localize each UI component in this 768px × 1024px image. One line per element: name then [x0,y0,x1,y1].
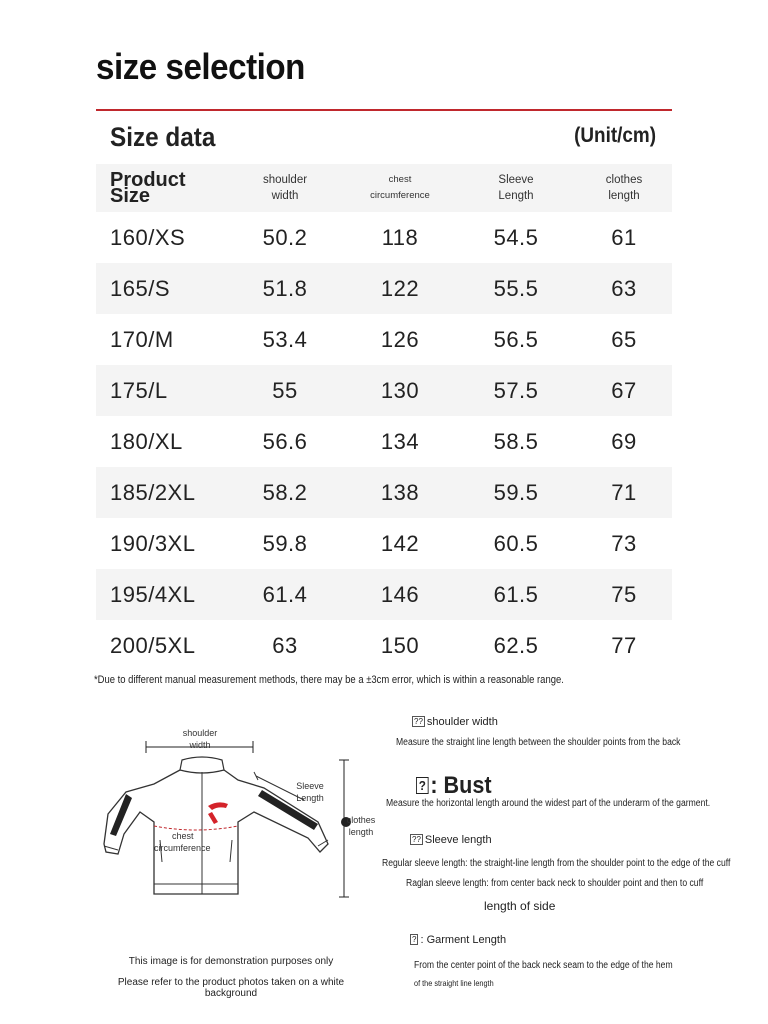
cell-sleeve: 58.5 [493,428,539,454]
cell-shoulder: 59.8 [262,530,308,556]
jacket-diagram [96,722,376,912]
page-title: size selection [96,46,305,87]
table-header-row [96,164,672,212]
cell-length: 77 [611,632,637,658]
table-row [96,620,672,671]
def-sleeve-text-3: length of side [484,899,556,913]
garment-marker-icon: ? [412,935,417,944]
measurement-note: *Due to different manual measurement methods, there may be a ±3cm error, which is within a reasonable range. [94,674,564,686]
cell-chest: 122 [380,275,420,301]
cell-sleeve: 60.5 [493,530,539,556]
def-garment-text-1: From the center point of the back neck seam to the edge of the hem [414,960,673,971]
header-clothes-length: clothes length [605,174,643,202]
size-table [96,164,672,671]
cell-shoulder: 55 [272,377,298,403]
def-sleeve-text-1: Regular sleeve length: the straight-line length from the shoulder point to the edge of the cuff [382,858,731,869]
table-row [96,518,672,569]
diagram-label-shoulder: shoulder width [182,728,218,750]
cell-chest: 146 [380,581,420,607]
def-shoulder-text: Measure the straight line length between the shoulder points from the back [396,737,681,748]
cell-size: 175/L [110,377,168,403]
cell-shoulder: 58.2 [262,479,308,505]
cell-length: 71 [611,479,637,505]
table-row [96,314,672,365]
cell-shoulder: 61.4 [262,581,308,607]
cell-shoulder: 56.6 [262,428,308,454]
header-shoulder-width: shoulder width [262,174,308,202]
cell-sleeve: 57.5 [493,377,539,403]
table-row [96,365,672,416]
diagram-caption-2: Please refer to the product photos taken on a white background [117,977,345,999]
table-row [96,212,672,263]
cell-chest: 142 [380,530,420,556]
cell-shoulder: 53.4 [262,326,308,352]
diagram-label-length: clothes length [346,815,376,837]
cell-chest: 138 [380,479,420,505]
def-bust-title: ? : Bust [416,772,492,800]
jacket-illustration [96,722,366,912]
cell-length: 65 [611,326,637,352]
table-row [96,263,672,314]
shoulder-marker-icon: ?? [414,717,423,726]
header-sleeve-length: Sleeve Length [498,174,534,202]
cell-size: 170/M [110,326,174,352]
cell-sleeve: 62.5 [493,632,539,658]
cell-sleeve: 55.5 [493,275,539,301]
unit-label: (Unit/cm) [574,124,656,147]
diagram-label-sleeve: Sleeve Length [296,781,324,803]
table-row [96,569,672,620]
header-chest: chest circumference [370,174,430,201]
def-bust-text: Measure the horizontal length around the widest part of the underarm of the garment. [386,798,711,809]
cell-sleeve: 56.5 [493,326,539,352]
cell-chest: 150 [380,632,420,658]
cell-length: 67 [611,377,637,403]
cell-shoulder: 63 [272,632,298,658]
diagram-label-chest: chest circumference [154,831,211,853]
def-sleeve-title: ?? Sleeve length [412,834,492,846]
title-divider [96,109,672,111]
cell-size: 190/3XL [110,530,196,556]
def-sleeve-text-2: Raglan sleeve length: from center back neck to shoulder point and then to cuff [406,878,704,889]
sleeve-marker-icon: ?? [412,835,421,844]
header-product-size: Product Size [110,169,186,207]
cell-size: 185/2XL [110,479,196,505]
cell-chest: 126 [380,326,420,352]
cell-size: 200/5XL [110,632,196,658]
bust-marker-icon: ? [416,777,429,794]
cell-length: 63 [611,275,637,301]
diagram-caption-1: This image is for demonstration purposes only [128,956,334,967]
cell-sleeve: 59.5 [493,479,539,505]
cell-shoulder: 50.2 [262,224,308,250]
cell-length: 61 [611,224,637,250]
cell-size: 160/XS [110,224,186,250]
section-title: Size data [110,122,216,152]
cell-chest: 130 [380,377,420,403]
def-garment-title: ? : Garment Length [412,934,507,946]
cell-chest: 134 [380,428,420,454]
def-shoulder-title: ?? shoulder width [414,716,498,728]
cell-sleeve: 61.5 [493,581,539,607]
cell-chest: 118 [381,224,419,250]
cell-size: 180/XL [110,428,183,454]
cell-size: 195/4XL [110,581,196,607]
cell-shoulder: 51.8 [262,275,308,301]
cell-sleeve: 54.5 [493,224,539,250]
table-row [96,416,672,467]
table-row [96,467,672,518]
cell-length: 73 [611,530,637,556]
cell-size: 165/S [110,275,170,301]
cell-length: 69 [611,428,637,454]
def-garment-text-2: of the straight line length [414,978,494,988]
cell-length: 75 [611,581,637,607]
